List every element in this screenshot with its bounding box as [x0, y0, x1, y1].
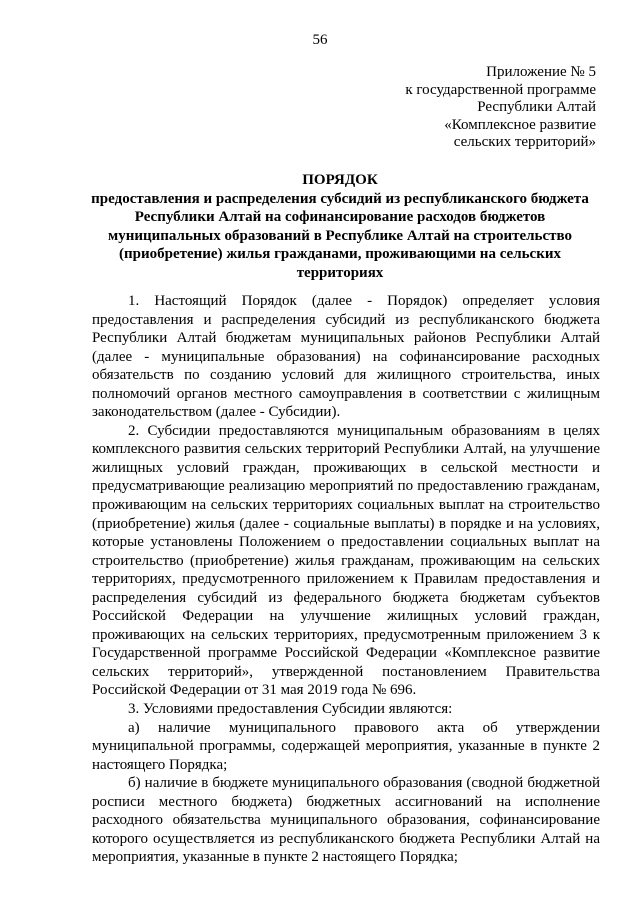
- paragraph-3b: б) наличие в бюджете муниципального образования (сводной бюджетной росписи местного бюджета) бюджетных ассигнований на исполнение расходного обязательства муниципального образования, софинансирование которого осуществляется из республиканского бюджета Республики Алтай на мероприятия, указанные в пункте 2 настоящего Порядка;: [92, 775, 600, 866]
- appendix-line: к государственной программе: [405, 81, 596, 98]
- paragraph-1: 1. Настоящий Порядок (далее - Порядок) определяет условия предоставления и распределения субсидий из республиканского бюджета Республики Алтай бюджетам муниципальных районов Республики Алтай (далее - муниципальные образования) на софинансирование расходных обязательств по созданию условий для жилищного строительства, иных полномочий органов местного самоуправления в соответствии с жилищным законодательством (далее - Субсидии).: [92, 293, 600, 421]
- title-line: территориях: [296, 264, 384, 281]
- page-number: 56: [312, 32, 328, 48]
- document-body: [92, 292, 600, 867]
- appendix-line: «Комплексное развитие: [444, 116, 596, 133]
- appendix-header: [276, 64, 596, 152]
- document-title: [80, 171, 600, 282]
- appendix-line: Республики Алтай: [477, 99, 596, 115]
- title-line: муниципальных образований в Республике Алтай на строительство: [108, 227, 572, 244]
- title-line: предоставления и распределения субсидий из республиканского бюджета: [91, 190, 589, 207]
- title-line: Республики Алтай на софинансирование расходов бюджетов: [134, 209, 546, 225]
- appendix-line: Приложение № 5: [486, 64, 596, 80]
- paragraph-2: 2. Субсидии предоставляются муниципальным образованиям в целях комплексного развития сельских территорий Республики Алтай, на улучшение жилищных условий граждан, проживающих в сельской местности и предусматривающие реализацию мероприятий по предоставлению гражданам, проживающим на сельских территориях социальных выплат на строительство (приобретение) жилья (далее - социальные выплаты) в порядке и на условиях, которые установлены Положением о предоставлении социальных выплат на строительство (приобретение) жилья гражданам, проживающим на сельских территориях, предусмотренного приложением к Правилам предоставления и распределения субсидий из федерального бюджета бюджетам субъектов Российской Федерации на улучшение жилищных условий граждан, проживающих на сельских территориях, предусмотренным приложением 3 к Государственной программе Российской Федерации «Комплексное развитие сельских территорий», утвержденной постановлением Правительства Российской Федерации от 31 мая 2019 года № 696.: [92, 422, 600, 699]
- title-line: (приобретение) жилья гражданами, проживающими на сельских: [119, 246, 561, 262]
- paragraph-3: 3. Условиями предоставления Субсидии являются:: [128, 701, 453, 718]
- title-heading: ПОРЯДОК: [302, 172, 378, 188]
- paragraph-3a: а) наличие муниципального правового акта об утверждении муниципальной программы, содержащей мероприятия, указанные в пункте 2 настоящего Порядка;: [92, 719, 600, 773]
- appendix-line: сельских территорий»: [453, 134, 596, 150]
